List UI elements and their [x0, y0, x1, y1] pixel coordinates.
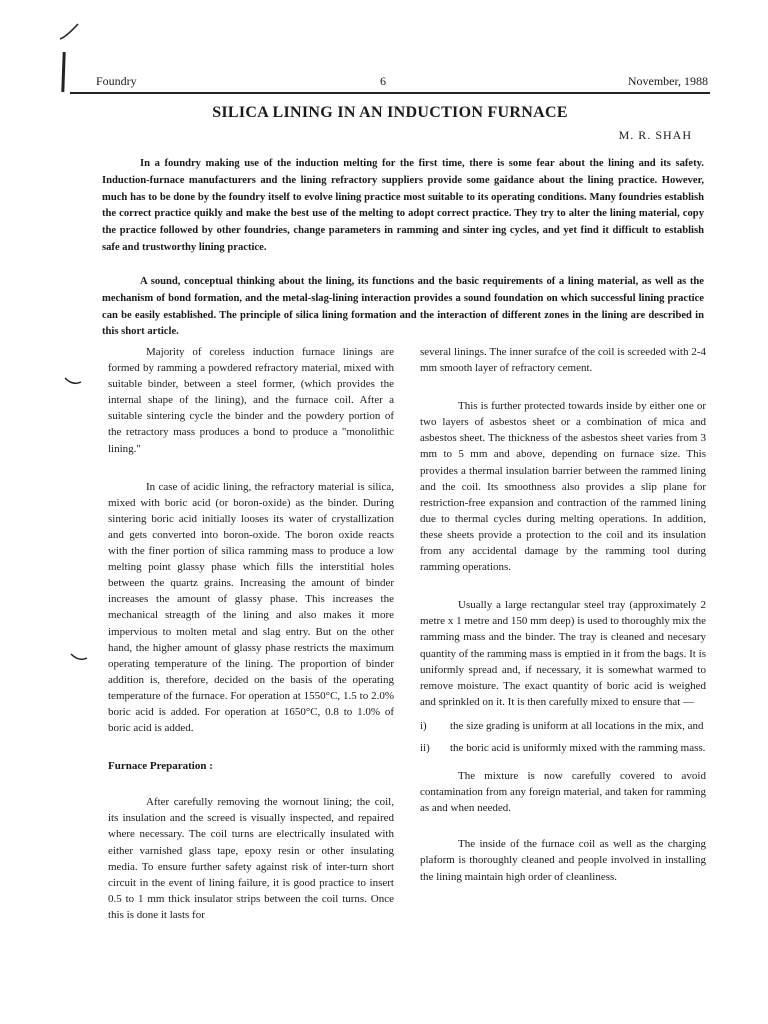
list-text: the size grading is uniform at all locations in the mix, and: [450, 719, 704, 732]
pencil-tick-mark: [58, 22, 80, 42]
margin-bar-mark: [61, 52, 65, 92]
body-paragraph: In case of acidic lining, the refractory material is silica, mixed with boric acid (or boron-oxide) as the binder. During sintering boric acid initially looses its water of crystallization and gets converted into boron-oxide. The boron oxide reacts with the finer portion of silica ramming mass to produce a low melting point glassy phase which fills the interstitial holes between the quartz grains. Increasing the amount of binder increases the amount of glassy phase. This increases the mechanical streagth of the lining and also makes it more impervious to molten metal and slag entry. But on the other hand, the higher amount of glassy phase restricts the maximum operating temperature of the lining. The proportion of binder addition is, therefore, decided on the basis of the operating temperature of the furnace. For operation at 1550°C, 1.5 to 2.0% boric acid is added. For operation at 1650°C, 0.8 to 1.0% of boric acid is added.: [108, 480, 394, 735]
body-paragraph: several linings. The inner surafce of the coil is screeded with 2-4 mm smooth layer of refractory cement.: [420, 346, 706, 375]
requirements-list: [420, 718, 706, 756]
list-item: [420, 740, 706, 756]
journal-name: Foundry: [96, 74, 137, 88]
body-paragraph: This is further protected towards inside by either one or two layers of asbestos sheet or a combination of mica and asbestos sheet. The thickness of the asbestos sheet varies from 3 mm to 5 mm and above, depending on furnace size. This provides a thermal insulation barrier between the rammed lining and the coil. Its smoothness also provides a slip plane for restriction-free expansion and contraction of the rammed lining due to thermal cycles during melting operations. In addition, these sheets provide a protection to the coil and its insulation from any accidental damage by the ramming tool during ramming operations.: [420, 400, 706, 574]
abstract-paragraph: In a foundry making use of the induction melting for the first time, there is some fear about the lining and its safety. Induction-furnace manufacturers and the lining refractory suppliers provide some gaidance about the lining practice. However, much has to be done by the foundry itself to evolve lining practice most suitable to its operating conditions. Many foundries establish the correct practice quikly and make the best use of the melting to adopt correct practice. They try to alter the lining material, copy the practice followed by other foundries, change parameters in ramming and sinter ing cycles, and yet find it difficult to establish safe and trustworthy lining practice.: [102, 158, 704, 253]
body-paragraph: Majority of coreless induction furnace linings are formed by ramming a powdered refractory material, mixed with suitable binder, between a steel former, (which provides the internal shape of the lining), and the furnace coil. After a suitable sintering cycle the binder and the powdery portion of the retractory mass produces a bond to produce a "monolithic lining.": [108, 346, 394, 455]
list-text: the boric acid is uniformly mixed with the ramming mass.: [450, 741, 706, 754]
body-paragraph: After carefully removing the wornout lining; the coil, its insulation and the screed is visually inspected, and repaired where necessary. The coil turns are electrically insulated with either varnished glass tape, epoxy resin or other insulating media. To ensure further safety against risk of inter-turn short circuit in the event of lining failure, it is good practice to insert 0.5 to 1 mm thick insulator strips between the coil turns. Once this is done it lasts for: [108, 796, 394, 921]
body-paragraph: The mixture is now carefully covered to avoid contamination from any foreign material, and taken for ramming as and when needed.: [420, 770, 706, 815]
page-number: 6: [380, 74, 386, 88]
article-author: M. R. SHAH: [618, 128, 692, 142]
body-paragraph: Usually a large rectangular steel tray (approximately 2 metre x 1 metre and 150 mm deep) is used to thoroughly mix the ramming mass and the binder. The tray is cleaned and necesary quantity of the ramming mass is emptied in it from the bags. It is uniformly spread and, if necessary, it is somewhat warmed to remove moisture. The exact quantity of boric acid is weighed and sprinkled on it. It is then carefully mixed to ensure that —: [420, 599, 706, 708]
right-column: [420, 344, 706, 885]
article-title: SILICA LINING IN AN INDUCTION FURNACE: [212, 104, 568, 121]
section-heading: Furnace Preparation :: [108, 760, 213, 773]
list-number: ii): [420, 741, 430, 754]
body-paragraph: The inside of the furnace coil as well as the charging plaform is thoroughly cleaned and people involved in installing the lining maintain high order of cleanliness.: [420, 838, 706, 883]
margin-mark: [70, 652, 88, 662]
list-item: [420, 718, 706, 734]
left-column: [108, 344, 394, 923]
list-number: i): [420, 719, 427, 732]
margin-mark: [64, 376, 82, 386]
running-header: [96, 74, 708, 92]
abstract-paragraph: A sound, conceptual thinking about the lining, its functions and the basic requirements of a lining material, as well as the mechanism of bond formation, and the metal-slag-lining interaction provides a sound foundation on which successful lining practice can be easily established. The principle of silica lining formation and the interaction of different zones in the lining are described in this short article.: [102, 276, 704, 338]
issue-date: November, 1988: [627, 74, 708, 88]
header-rule: [70, 92, 710, 94]
